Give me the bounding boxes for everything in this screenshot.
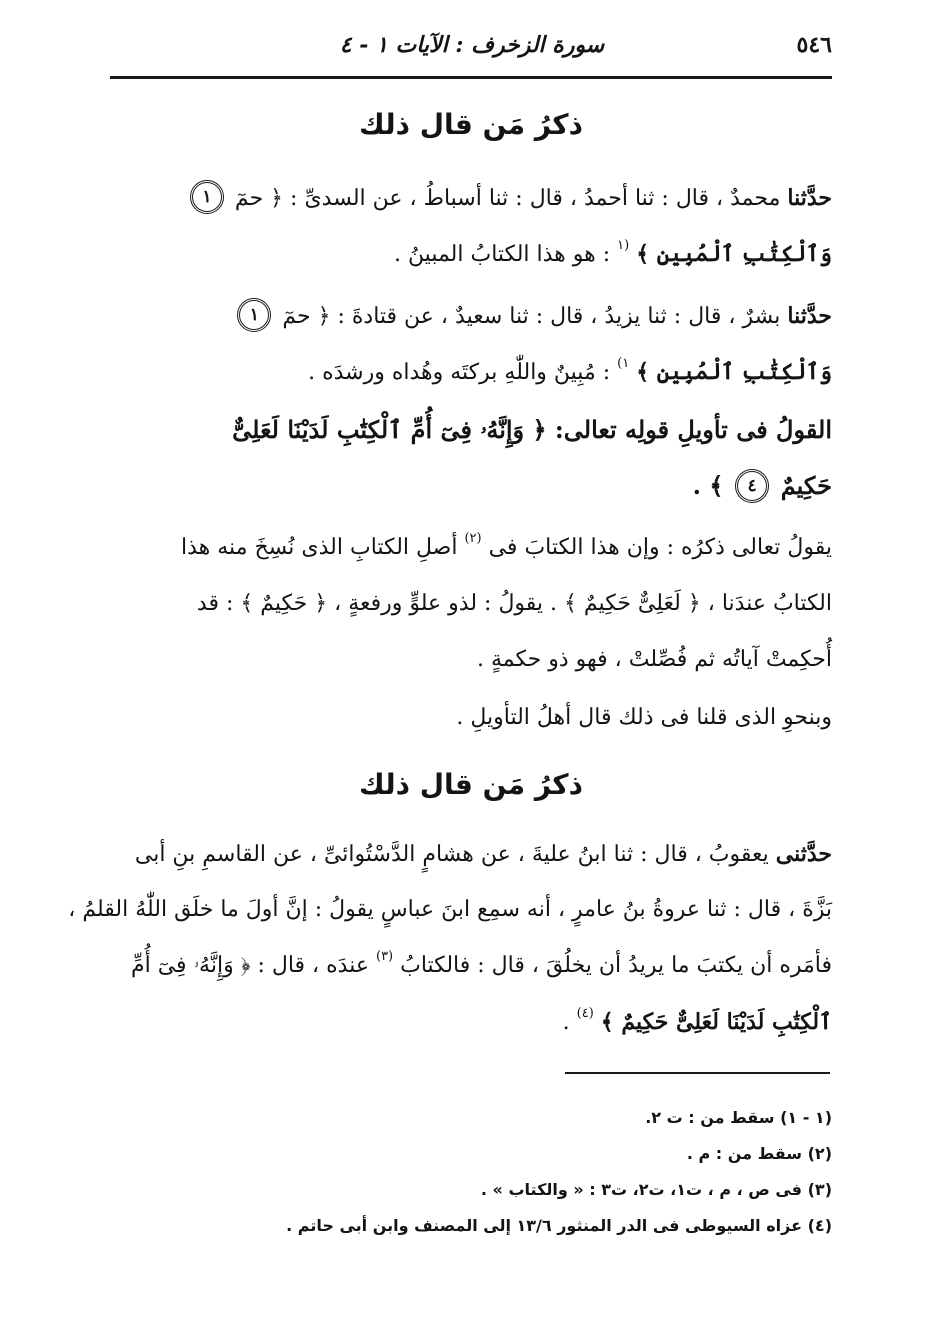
commentary-text: أصلِ الكتابِ الذى نُسِخَ منه هذا: [181, 535, 458, 560]
narration-text: محمدٌ ، قال : ثنا أحمدُ ، قال : ثنا أسباطُ ، عن السدىِّ : ﴿ حمٓ: [234, 186, 781, 211]
section-heading: ذكرُ مَن قال ذلك: [359, 768, 583, 801]
text-line: [110, 344, 832, 400]
commentary-text: يقولُ تعالى ذكرُه : وإن هذا الكتابَ فى: [488, 535, 832, 560]
narration-text: يعقوبُ ، قال : ثنا ابنُ عليةَ ، عن هشامٍ الدَّسْتُوائىِّ ، عن القاسمِ بنِ أبى: [134, 842, 769, 867]
footnote-rule: [565, 1072, 830, 1074]
narration-paragraph: [110, 170, 832, 282]
text-line: [110, 458, 832, 514]
page-number: ٥٤٦: [796, 32, 832, 58]
text-line: القولُ فى تأويلِ قولِه تعالى: ﴿ وَإِنَّهُۥ فِىٓ أُمِّ ٱلْكِتَٰبِ لَدَيْنَا لَعَلِىٌّ: [232, 415, 832, 444]
narration-text: بشرٌ ، قال : ثنا يزيدُ ، قال : ثنا سعيدٌ ، عن قتادةَ : ﴿ حمٓ: [282, 304, 781, 329]
footnote-ref: (١: [617, 238, 630, 253]
footnote-ref: (٤): [576, 1006, 594, 1021]
narration-lead: حدَّثنا: [787, 185, 832, 211]
footnote-ref: ١): [617, 356, 630, 371]
text-line: أُحكِمتْ آياتُه ثم فُصِّلتْ ، فهو ذو حكمةٍ .: [476, 647, 832, 672]
narration-lead: حدَّثنى: [775, 841, 832, 867]
footnote: (١ - ١) سقط من : ت ٢.: [645, 1108, 832, 1127]
footnote-ref: (٢): [464, 531, 482, 546]
running-title: سورة الزخرف : الآيات ١ - ٤: [339, 32, 605, 58]
narration-text: فأمَره أن يكتبَ ما يريدُ أن يخلُقَ ، قال : فالكتابُ: [400, 953, 832, 978]
interpretation-heading: [110, 402, 832, 514]
footnote: (٢) سقط من : م .: [686, 1144, 832, 1163]
text-line: بَزَّةَ ، قال : ثنا عروةُ بنُ عامرٍ ، أنه سمِع ابنَ عباسٍ يقولُ : إنَّ أولَ ما خلَق اللّٰهُ القلمُ ،: [68, 897, 832, 922]
text-line: [110, 520, 832, 576]
running-header: [112, 30, 832, 66]
text-line: [110, 288, 832, 344]
verse-number-icon: ٤: [735, 469, 769, 503]
narration-paragraph: [68, 826, 832, 1050]
quran-verse: حَكِيمٌ: [780, 471, 832, 500]
footnote-ref: (٣): [375, 949, 394, 964]
footnote: (٣) فى ص ، م ، ت١، ت٢، ت٣ : « والكتاب » .: [480, 1180, 832, 1199]
text-line: [110, 170, 832, 226]
narration-text: : مُبِينٌ واللّٰهِ بركتَه وهُداه ورشدَه .: [308, 360, 611, 385]
narration-paragraph: [110, 288, 832, 400]
section-heading: ذكرُ مَن قال ذلك: [359, 108, 583, 141]
footnote: (٤) عزاه السيوطى فى الدر المنثور ١٣/٦ إلى المصنف وابن أبى حاتم .: [286, 1216, 832, 1235]
text-line: [110, 826, 832, 882]
commentary-paragraph: [110, 520, 832, 688]
verse-number-icon: ١: [237, 298, 271, 332]
verse-number-icon: ١: [190, 180, 224, 214]
text-line: الكتابُ عندَنا ، ﴿ لَعَلِىٌّ حَكِيمٌ ﴾ . يقولُ : لذو علوٍّ ورفعةٍ ، ﴿ حَكِيمٌ ﴾ : قد: [196, 591, 832, 616]
narration-text: : هو هذا الكتابُ المبينُ .: [393, 242, 611, 267]
text-line: [110, 938, 832, 994]
header-rule: [110, 76, 832, 79]
quran-verse: وَٱلْكِتَٰبِ ٱلْمُبِينِ ﴾: [636, 359, 832, 385]
narration-text: .: [562, 1010, 570, 1035]
narration-lead: حدَّثنا: [787, 303, 832, 329]
quran-verse-end: ﴾ .: [692, 471, 724, 500]
narration-text: عندَه ، قال : ﴿ وَإِنَّهُۥ فِىٓ أُمِّ: [130, 953, 369, 978]
quran-verse: وَٱلْكِتَٰبِ ٱلْمُبِينِ ﴾: [636, 241, 832, 267]
footnotes: [110, 1100, 832, 1244]
text-line: [110, 994, 832, 1050]
text-line: [110, 226, 832, 282]
text-line: وبنحوِ الذى قلنا فى ذلك قال أهلُ التأويلِ .: [456, 705, 832, 730]
commentary-paragraph: [110, 690, 832, 746]
quran-verse: ٱلْكِتَٰبِ لَدَيْنَا لَعَلِىٌّ حَكِيمٌ ﴾: [600, 1009, 832, 1035]
